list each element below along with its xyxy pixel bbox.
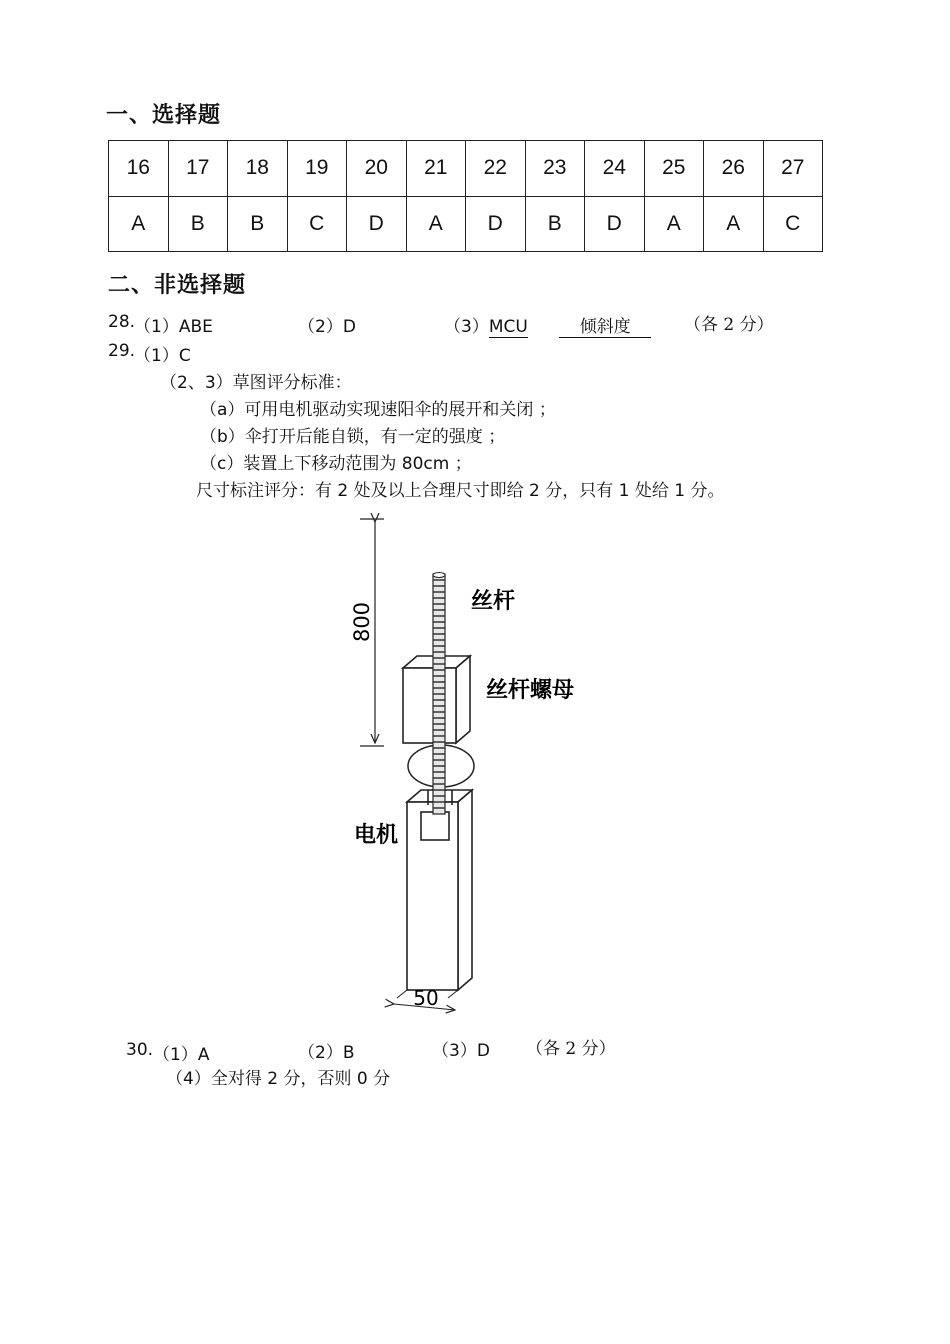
answer-cell: D <box>466 196 526 252</box>
q29-number: 29. <box>108 341 136 361</box>
question-number-cell: 16 <box>109 141 169 197</box>
question-number-cell: 26 <box>704 141 764 197</box>
question-number-cell: 21 <box>406 141 466 197</box>
q29-criteria-title: （2、3）草图评分标准： <box>160 373 352 393</box>
q28-part2: （2）D <box>298 317 356 337</box>
q30-part4: （4）全对得 2 分，否则 0 分 <box>166 1069 391 1089</box>
answer-cell: B <box>168 196 228 252</box>
q30-part2: （2）B <box>298 1043 355 1063</box>
answer-cell: C <box>287 196 347 252</box>
answer-cell: B <box>228 196 288 252</box>
q29-criterion-b: （b）伞打开后能自锁，有一定的强度 ； <box>200 427 506 447</box>
dimension-50-label: 50 <box>413 986 439 1010</box>
question-number-cell: 19 <box>287 141 347 197</box>
section-title-non-choice: 二、非选择题 <box>108 273 247 298</box>
question-number-cell: 24 <box>585 141 645 197</box>
q28-score: （各 2 分） <box>684 315 774 335</box>
label-lead-screw: 丝杆 <box>471 589 516 614</box>
q30-score: （各 2 分） <box>526 1039 616 1059</box>
q29-criterion-a: （a）可用电机驱动实现速阳伞的展开和关闭 ； <box>200 400 556 420</box>
q30-part3: （3）D <box>432 1041 490 1061</box>
question-number-cell: 22 <box>466 141 526 197</box>
question-number-cell: 23 <box>525 141 585 197</box>
answer-cell: A <box>109 196 169 252</box>
motor-housing <box>407 790 472 990</box>
question-number-cell: 18 <box>228 141 288 197</box>
answer-cell: A <box>704 196 764 252</box>
question-number-cell: 25 <box>644 141 704 197</box>
answer-cell: A <box>644 196 704 252</box>
label-screw-nut: 丝杆螺母 <box>486 678 575 703</box>
answer-cell: B <box>525 196 585 252</box>
q28-part3-prefix: （3） <box>444 317 489 337</box>
section-title-choice: 一、选择题 <box>106 103 222 128</box>
q28-part3-answer-b: 倾斜度 <box>559 317 651 338</box>
question-number-cell: 17 <box>168 141 228 197</box>
q30-number: 30. <box>126 1040 154 1060</box>
label-motor: 电机 <box>354 823 399 848</box>
answer-cell: D <box>585 196 645 252</box>
question-number-cell: 27 <box>763 141 823 197</box>
q28-part3-answer-a: MCU <box>488 317 528 337</box>
question-number-cell: 20 <box>347 141 407 197</box>
q29-dimension-rule: 尺寸标注评分：有 2 处及以上合理尺寸即给 2 分，只有 1 处给 1 分。 <box>196 481 725 501</box>
answer-cell: D <box>347 196 407 252</box>
lead-screw <box>433 573 445 815</box>
q29-criterion-c: （c）装置上下移动范围为 80cm ； <box>200 454 472 474</box>
dimension-800-label: 800 <box>350 601 374 643</box>
q28-number: 28. <box>108 312 136 332</box>
answer-cell: C <box>763 196 823 252</box>
q29-part1: （1）C <box>134 346 191 366</box>
q30-part1: （1）A <box>153 1045 210 1065</box>
answer-cell: A <box>406 196 466 252</box>
q28-part1: （1）ABE <box>134 317 213 337</box>
